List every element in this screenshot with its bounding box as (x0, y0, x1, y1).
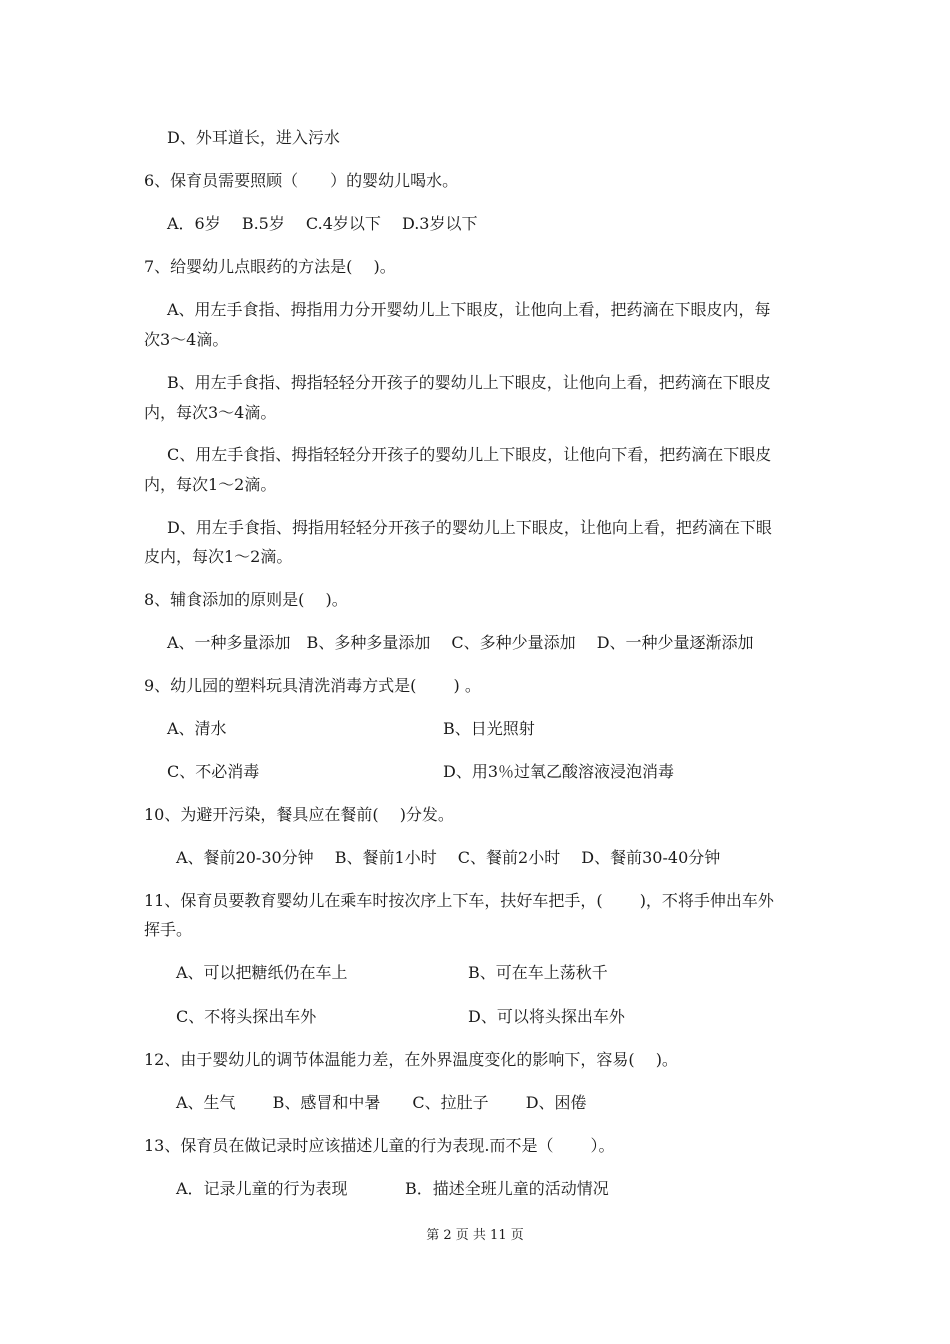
q7-option-d-line2: 皮内，每次1～2滴。 (144, 547, 293, 566)
q8-options: A、一种多量添加 B、多种多量添加 C、多种少量添加 D、一种少量逐渐添加 (167, 633, 754, 652)
question-11-line2: 挥手。 (144, 920, 193, 939)
q7-option-c-line1: C、用左手食指、拇指轻轻分开孩子的婴幼儿上下眼皮，让他向下看，把药滴在下眼皮 (167, 445, 772, 464)
q11-option-c: C、不将头探出车外 (176, 1007, 317, 1026)
q9-option-a: A、清水 (167, 719, 227, 738)
page-footer: 第 2 页 共 11 页 (426, 1228, 524, 1243)
question-6: 6、保育员需要照顾（ ）的婴幼儿喝水。 (144, 171, 459, 190)
q7-option-b-line1: B、用左手食指、拇指轻轻分开孩子的婴幼儿上下眼皮，让他向上看，把药滴在下眼皮 (167, 373, 771, 392)
q7-option-b-line2: 内，每次3～4滴。 (144, 403, 277, 422)
q7-option-c-line2: 内，每次1～2滴。 (144, 475, 277, 494)
q13-option-b: B．描述全班儿童的活动情况 (405, 1179, 609, 1198)
q11-option-d: D、可以将头探出车外 (468, 1007, 625, 1026)
q7-option-d-line1: D、用左手食指、拇指用轻轻分开孩子的婴幼儿上下眼皮，让他向上看，把药滴在下眼 (167, 518, 772, 537)
q6-options: A．6岁 B.5岁 C.4岁以下 D.3岁以下 (167, 214, 478, 233)
q9-option-c: C、不必消毒 (167, 762, 260, 781)
question-8: 8、辅食添加的原则是( )。 (144, 590, 348, 609)
q9-option-b: B、日光照射 (443, 719, 535, 738)
q11-option-b: B、可在车上荡秋千 (468, 963, 608, 982)
q7-option-a-line1: A、用左手食指、拇指用力分开婴幼儿上下眼皮，让他向上看，把药滴在下眼皮内，每 (167, 300, 771, 319)
q13-option-a: A．记录儿童的行为表现 (176, 1179, 348, 1198)
question-11-line1: 11、保育员要教育婴幼儿在乘车时按次序上下车，扶好车把手，( )，不将手伸出车外 (144, 891, 774, 910)
q12-options: A、生气 B、感冒和中暑 C、拉肚子 D、困倦 (176, 1093, 587, 1112)
question-13: 13、保育员在做记录时应该描述儿童的行为表现.而不是（ ）。 (144, 1136, 615, 1155)
q5-option-d: D、外耳道长，进入污水 (167, 128, 340, 147)
q7-option-a-line2: 次3～4滴。 (144, 330, 229, 349)
question-10: 10、为避开污染，餐具应在餐前( )分发。 (144, 805, 454, 824)
q9-option-d: D、用3％过氧乙酸溶液浸泡消毒 (443, 762, 675, 781)
question-7: 7、给婴幼儿点眼药的方法是( )。 (144, 257, 396, 276)
question-9: 9、幼儿园的塑料玩具清洗消毒方式是( ) 。 (144, 676, 481, 695)
q11-option-a: A、可以把糖纸仍在车上 (176, 963, 348, 982)
question-12: 12、由于婴幼儿的调节体温能力差，在外界温度变化的影响下，容易( )。 (144, 1050, 678, 1069)
q10-options: A、餐前20-30分钟 B、餐前1小时 C、餐前2小时 D、餐前30-40分钟 (176, 848, 721, 867)
